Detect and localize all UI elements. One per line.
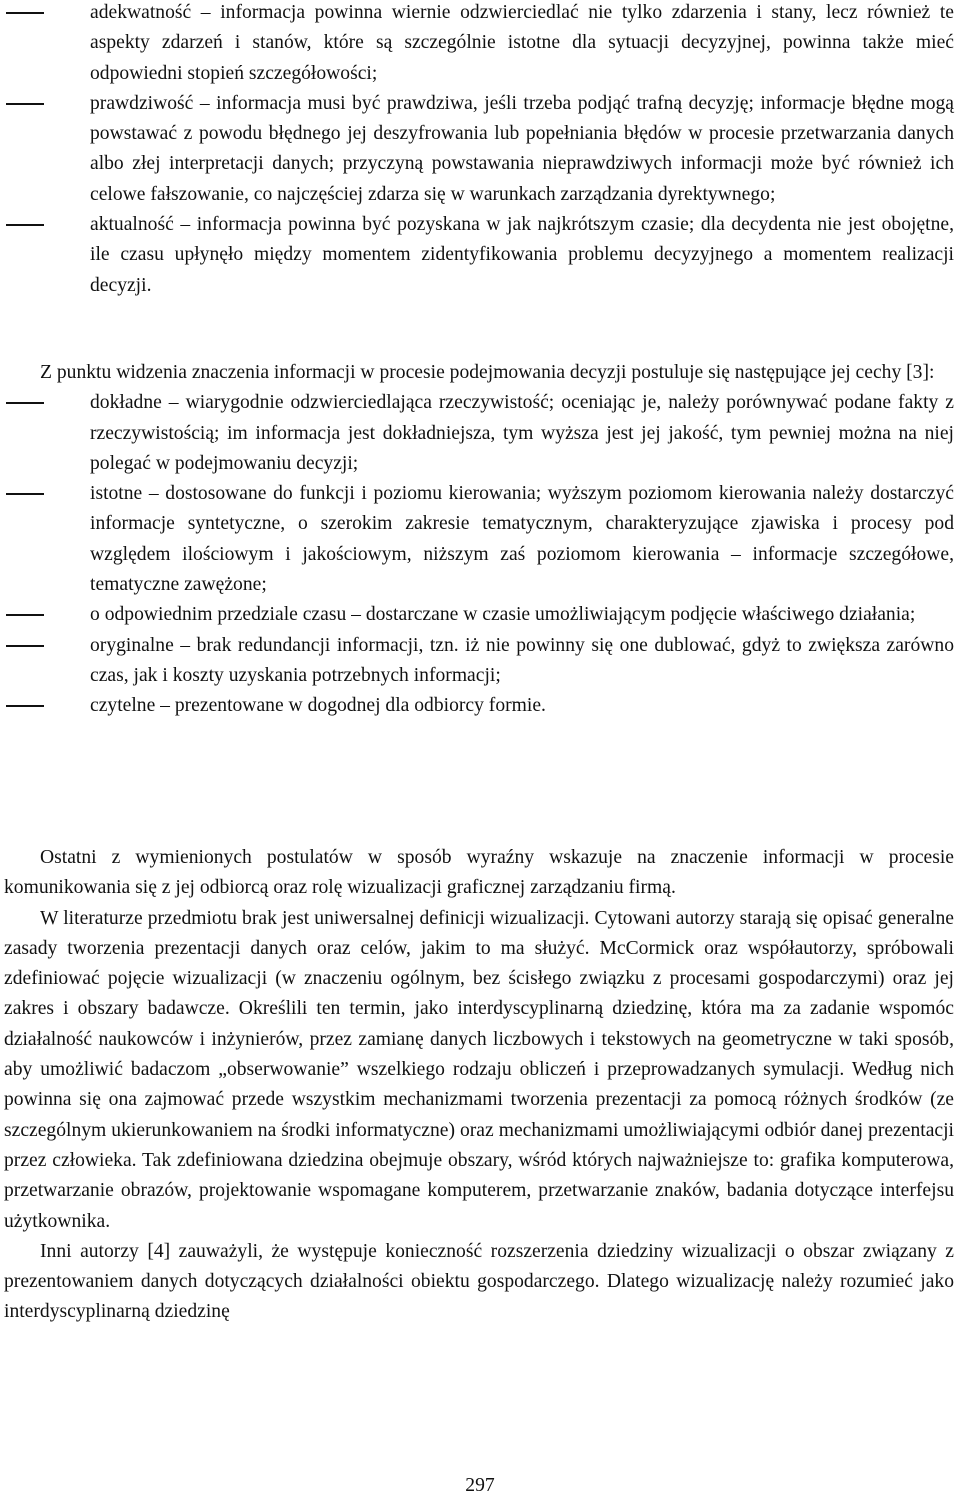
dash-bullet [6,210,44,240]
list-item [0,691,960,721]
dash-bullet [6,388,44,418]
list-item [0,631,960,692]
dash-bullet [6,691,44,721]
dash-bullet [6,479,44,509]
dash-bullet [6,631,44,661]
paragraph: Ostatni z wymienionych postulatów w sposób wyraźny wskazuje na znaczenie informacji w procesie komunikowania się z jej odbiorcą oraz rolę wizualizacji graficznej zarządzaniu firmą. [4,847,954,899]
list-item [0,479,960,600]
page-number: 297 [465,1475,495,1496]
list-item-text: istotne – dostosowane do funkcji i poziomu kierowania; wyższym poziomom kierowania należy dostarczyć informacje syntetyczne, o szerokim zakresie tematycznym, charakteryzujące zjawiska i procesy pod względem ilościowym i jakościowym, niższym zaś poziomom kierowania – informacje szczegółowe, tematyczne zawężone; [90,483,954,596]
section-information-features [0,358,960,722]
list-item-text: adekwatność – informacja powinna wiernie odzwierciedlać nie tylko zdarzenia i stany, lecz również te aspekty zdarzeń i stanów, które są szczególnie istotne dla sytuacji decyzyjnej, powinna także mieć odpowiedni stopień szczegółowości; [90,2,954,84]
paragraph: Inni autorzy [4] zauważyli, że występuje konieczność rozszerzenia dziedziny wizualizacji o obszar związany z prezentowaniem danych dotyczących działalności obiektu gospodarczego. Dlatego wizualizację należy rozumieć jako interdyscyplinarną dziedzinę [4,1240,954,1323]
list-item-text: prawdziwość – informacja musi być prawdziwa, jeśli trzeba podjąć trafną decyzję; informacje błędne mogą powstawać z powodu błędnego jej deszyfrowania lub popełniania błędów w procesie przetwarzania danych albo złej interpretacji danych; przyczyną powstawania nieprawdziwych informacji może być również ich celowe fałszowanie, co najczęściej zdarza się w warunkach zarządzania dyrektywnego; [90,92,954,205]
list-item-text: czytelne – prezentowane w dogodnej dla odbiorcy formie. [90,695,546,717]
list-item-text: dokładne – wiarygodnie odzwierciedlająca rzeczywistość; oceniając je, należy porównywać podane fakty z rzeczywistością; im informacja jest dokładniejsza, tym wyższa jest jej jakość, tym pewniej można na niej polegać w podejmowaniu decyzji; [90,392,954,474]
section-visualization [0,843,960,1328]
dash-bullet [6,89,44,119]
list-item-text: o odpowiednim przedziale czasu – dostarczane w czasie umożliwiającym podjęcie właściwego działania; [90,604,916,626]
list-item-text: oryginalne – brak redundancji informacji, tzn. iż nie powinny się one dublować, gdyż to zwiększa zarówno czas, jak i koszty uzyskania potrzebnych informacji; [90,634,954,686]
list-item [0,600,960,630]
list-item [0,210,960,301]
paragraph: W literaturze przedmiotu brak jest uniwersalnej definicji wizualizacji. Cytowani autorzy starają się opisać generalne zasady tworzenia prezentacji danych oraz celów, jakim to ma służyć. McCormick oraz współautorzy, spróbowali zdefiniować pojęcie wizualizacji (w znaczeniu ogólnym, bez ścisłego związku z procesami gospodarczymi) oraz jej zakres i obszary badawcze. Określili ten termin, jako interdyscyplinarną dziedzinę, która ma za zadanie wspomóc działalność naukowców i inżynierów, przez zamianę danych liczbowych i tekstowych na geometryczne w taki sposób, aby umożliwić badaczom „obserwowanie” wszelkiego rodzaju obliczeń i przeprowadzanych symulacji. Według nich powinna się ona zajmować przede wszystkim mechanizmami tworzenia prezentacji za pomocą różnych środków (ze szczególnym ukierunkowaniem na środki informatyczne) oraz mechanizmami umożliwiającymi odbiór danej prezentacji przez człowieka. Tak zdefiniowana dziedzina obejmuje obszary, wśród których najważniejsze to: grafika komputerowa, przetwarzanie obrazów, projektowanie wspomagane komputerem, przetwarzanie znaków, badania dotyczące interfejsu użytkownika. [4,907,954,1232]
dash-bullet [6,0,44,28]
dash-bullet [6,600,44,630]
list-item [0,388,960,479]
list-item [0,0,960,89]
list-quality-attributes [0,0,960,301]
list-item-text: aktualność – informacja powinna być pozyskana w jak najkrótszym czasie; dla decydenta nie jest obojętne, ile czasu upłynęło między momentem zidentyfikowania problemu decyzyjnego a momentem realizacji decyzji. [90,214,954,296]
paragraph: Z punktu widzenia znaczenia informacji w procesie podejmowania decyzji postuluje się następujące jej cechy [3]: [40,362,935,383]
list-item [0,89,960,210]
